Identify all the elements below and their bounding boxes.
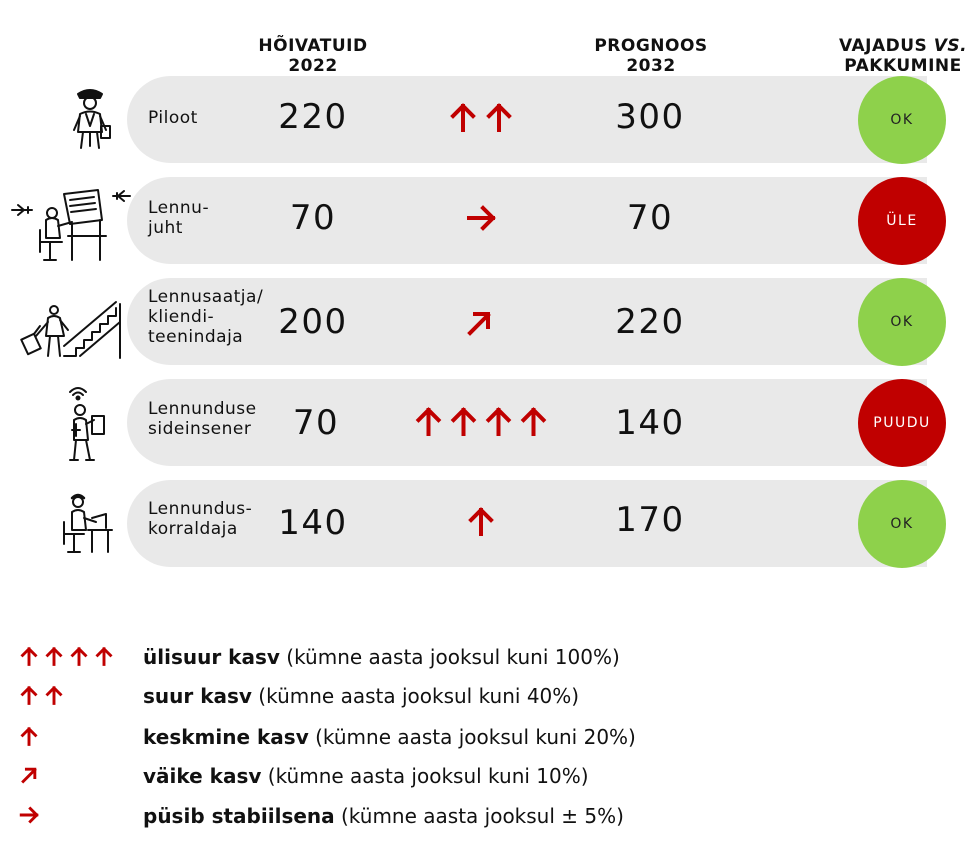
- arrow-up-icon: [482, 100, 516, 134]
- arrow-up-icon: [446, 100, 480, 134]
- status-badge-surplus: ÜLE: [858, 177, 946, 265]
- trend-arrows: [412, 504, 552, 538]
- arrow-right-icon: [464, 201, 498, 235]
- arrow-up-icon: [517, 404, 550, 438]
- pilot-icon: [66, 84, 114, 150]
- legend-arrows: [18, 764, 43, 786]
- arrow-up-icon: [18, 645, 40, 667]
- arrow-up-icon: [18, 684, 40, 706]
- legend-text: väike kasv (kümne aasta jooksul kuni 10%): [143, 764, 589, 788]
- arrow-up-icon: [43, 645, 65, 667]
- status-badge-shortage: PUUDU: [858, 379, 946, 467]
- arrow-up-icon: [447, 404, 480, 438]
- legend-text: keskmine kasv (kümne aasta jooksul kuni 20%): [143, 725, 636, 749]
- trend-arrows: [410, 306, 550, 340]
- legend-text: suur kasv (kümne aasta jooksul kuni 40%): [143, 684, 580, 708]
- occupation-label: Lennundus- korraldaja: [148, 499, 253, 539]
- trend-arrows: [412, 100, 552, 134]
- forecast-2032-value: 140: [615, 403, 685, 443]
- arrow-up-icon: [412, 404, 445, 438]
- employed-2022-value: 220: [278, 97, 348, 137]
- air-traffic-controller-icon: [10, 186, 134, 262]
- header-demand-vs-supply: VAJADUS VS. PAKKUMINE: [838, 36, 968, 76]
- aviation-organizer-icon: [56, 492, 114, 554]
- status-badge-ok: OK: [858, 76, 946, 164]
- legend-arrows: [18, 645, 118, 667]
- legend-text: püsib stabiilsena (kümne aasta jooksul ± 5%): [143, 804, 624, 828]
- arrow-diag-icon: [18, 764, 40, 786]
- legend-arrows: [18, 804, 43, 826]
- arrow-up-icon: [482, 404, 515, 438]
- occupation-label: Lennunduse sideinsener: [148, 399, 257, 439]
- arrow-diag-icon: [462, 306, 496, 340]
- communications-engineer-icon: [62, 384, 112, 464]
- arrow-up-icon: [93, 645, 115, 667]
- forecast-2032-value: 70: [626, 198, 674, 238]
- arrow-up-icon: [43, 684, 65, 706]
- status-badge-ok: OK: [858, 480, 946, 568]
- status-badge-ok: OK: [858, 278, 946, 366]
- forecast-2032-value: 220: [615, 302, 685, 342]
- forecast-2032-value: 170: [615, 500, 685, 540]
- occupation-label: Lennu- juht: [148, 198, 210, 238]
- arrow-up-icon: [68, 645, 90, 667]
- employed-2022-value: 70: [292, 403, 340, 443]
- arrow-right-icon: [18, 804, 40, 826]
- flight-attendant-icon: [20, 300, 124, 360]
- trend-arrows: [412, 404, 552, 438]
- trend-arrows: [412, 201, 552, 235]
- employed-2022-value: 200: [278, 302, 348, 342]
- header-forecast-2032: PROGNOOS 2032: [594, 36, 708, 76]
- legend-text: ülisuur kasv (kümne aasta jooksul kuni 100%): [143, 645, 620, 669]
- legend-arrows: [18, 725, 43, 747]
- forecast-2032-value: 300: [615, 97, 685, 137]
- employed-2022-value: 140: [278, 503, 348, 543]
- legend-arrows: [18, 684, 68, 706]
- occupation-label: Lennusaatja/ kliendi- teenindaja: [148, 287, 264, 347]
- header-employed-2022: HÕIVATUID 2022: [258, 36, 368, 76]
- employed-2022-value: 70: [289, 198, 337, 238]
- arrow-up-icon: [464, 504, 498, 538]
- occupation-label: Piloot: [148, 108, 198, 128]
- arrow-up-icon: [18, 725, 40, 747]
